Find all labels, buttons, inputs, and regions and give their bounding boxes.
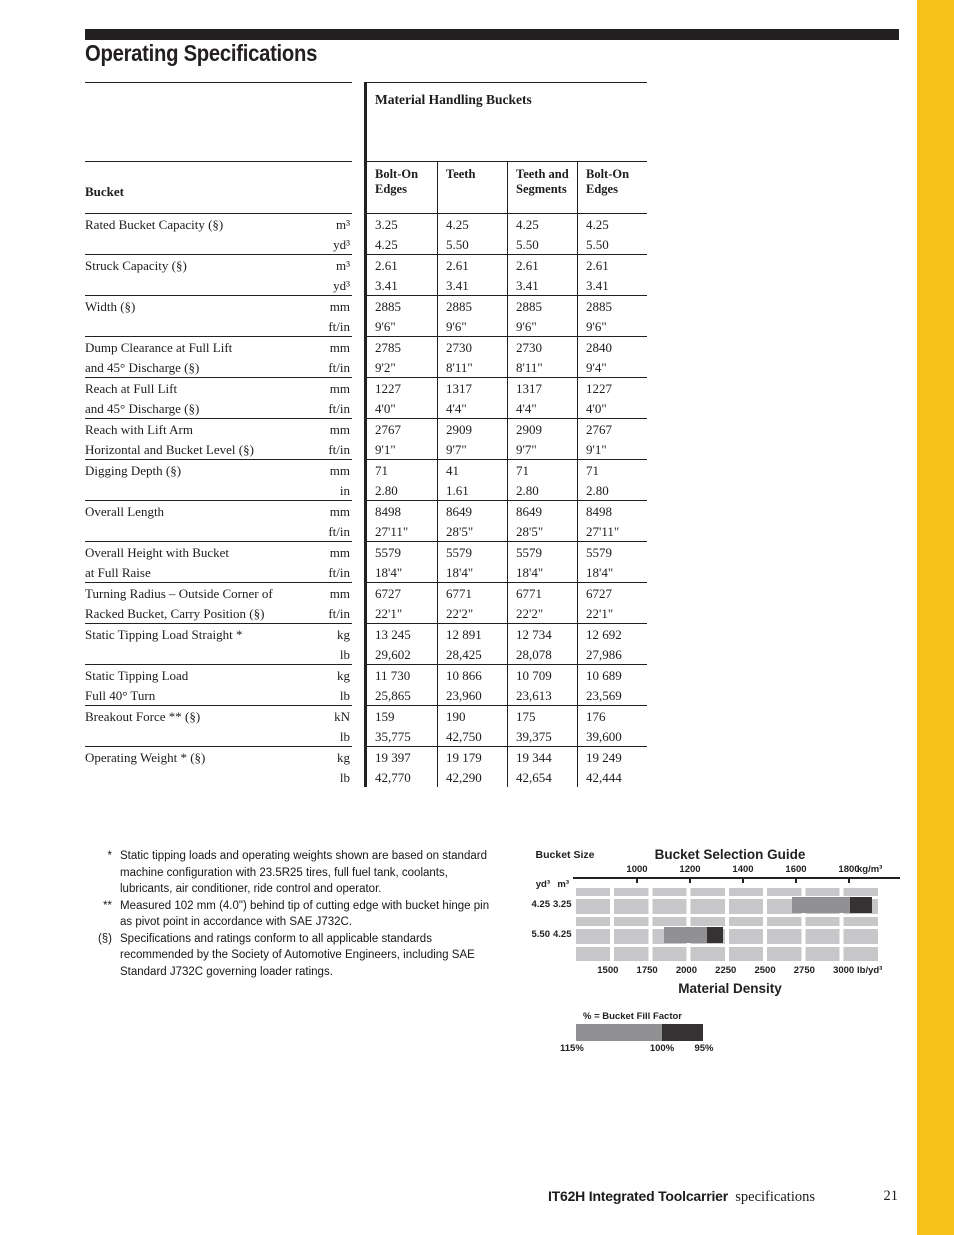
footer-model-name: IT62H Integrated Toolcarrier	[547, 1188, 729, 1204]
density-bar-fill100	[792, 897, 850, 913]
spec-value-cell: 19 397 42,770	[375, 750, 411, 785]
bottom-axis-tick-label: 2250	[715, 965, 737, 976]
spec-row	[85, 336, 647, 377]
bottom-axis-tick-label: 2000	[675, 965, 697, 976]
footnote	[86, 848, 498, 898]
column-header: Teeth and Segments	[507, 162, 577, 213]
spec-value-cell: 12 891 28,425	[437, 624, 507, 664]
top-axis-unit: kg/m³	[857, 864, 883, 875]
spec-value-cell: 1317 4'4"	[437, 378, 507, 418]
spec-label: Overall Length	[85, 504, 165, 519]
bottom-axis-tick-label: 2500	[754, 965, 776, 976]
spec-value-cell: 2.61 3.41	[577, 255, 647, 295]
footnote-marker: (§)	[97, 932, 112, 945]
density-bar-fill100	[664, 927, 708, 943]
spec-row	[85, 213, 647, 254]
spec-value-cell: 8649 28'5"	[437, 501, 507, 541]
spec-value-cell: 2885 9'6"	[577, 296, 647, 336]
spec-value-cell: 159 35,775	[375, 709, 411, 744]
top-axis-tick-label: 1600	[785, 864, 807, 875]
spec-row	[85, 459, 647, 500]
spec-row	[85, 295, 647, 336]
spec-units: m³ yd³	[333, 258, 350, 293]
legend-label: % = Bucket Fill Factor	[583, 1011, 682, 1022]
table-band-title: Material Handling Buckets	[375, 92, 532, 107]
spec-row	[85, 500, 647, 541]
spec-units: mm ft/in	[328, 422, 350, 457]
spec-value-cell: 2.61 3.41	[507, 255, 577, 295]
footnote	[86, 898, 498, 931]
spec-label: Breakout Force ** (§)	[85, 709, 201, 724]
spec-label: Overall Height with Bucket at Full Raise	[85, 545, 230, 580]
spec-row	[85, 418, 647, 459]
spec-value-cell: 1317 4'4"	[507, 378, 577, 418]
spec-units: m³ yd³	[333, 217, 350, 252]
spec-value-cell: 8649 28'5"	[507, 501, 577, 541]
spec-value-cell: 6727 22'1"	[577, 583, 647, 623]
spec-units: mm ft/in	[328, 586, 350, 621]
spec-value-cell: 10 709 23,613	[507, 665, 577, 705]
spec-label: Struck Capacity (§)	[85, 258, 187, 273]
spec-label: Reach with Lift Arm Horizontal and Bucket Level (§)	[85, 422, 254, 457]
legend-tick-100: 100%	[649, 1043, 675, 1054]
column-header: Bolt-On Edges	[577, 162, 647, 213]
density-bar-fill95	[850, 897, 871, 913]
legend-tick-95: 95%	[694, 1043, 714, 1054]
spec-value-cell: 12 734 28,078	[507, 624, 577, 664]
top-axis-tick	[636, 879, 638, 883]
spec-row	[85, 746, 647, 787]
bucket-selection-chart	[527, 845, 907, 1060]
spec-value-cell: 71 2.80	[577, 460, 647, 500]
spec-value-cell: 10 689 23,569	[577, 665, 647, 705]
bottom-axis-tick-label: 3000	[833, 965, 855, 976]
spec-row	[85, 377, 647, 418]
spec-value-cell: 190 42,750	[437, 706, 507, 746]
chart-corner-label: Bucket Size	[535, 849, 595, 861]
top-axis-tick-label: 1800	[838, 864, 860, 875]
spec-value-cell: 41 1.61	[437, 460, 507, 500]
spec-value-cell: 13 245 29,602	[375, 627, 411, 662]
spec-value-cell: 11 730 25,865	[375, 668, 411, 703]
top-axis-tick	[742, 879, 744, 883]
spec-table	[85, 82, 647, 787]
spec-label: Reach at Full Lift and 45° Discharge (§)	[85, 381, 200, 416]
spec-value-cell: 2840 9'4"	[577, 337, 647, 377]
spec-value-cell: 175 39,375	[507, 706, 577, 746]
spec-units: kg lb	[337, 750, 350, 785]
spec-units: kg lb	[337, 627, 350, 662]
bucket-size-m3: 3.25	[553, 899, 572, 910]
spec-rows	[85, 213, 647, 787]
spec-value-cell: 3.25 4.25	[375, 217, 398, 252]
spec-units: mm ft/in	[328, 340, 350, 375]
spec-value-cell: 1227 4'0"	[577, 378, 647, 418]
top-axis-tick	[795, 879, 797, 883]
bottom-axis-unit: lb/yd³	[857, 965, 883, 976]
footnotes	[86, 848, 498, 980]
spec-value-cell: 2730 8'11"	[437, 337, 507, 377]
spec-label: Rated Bucket Capacity (§)	[85, 217, 224, 232]
top-axis-tick	[848, 879, 850, 883]
bucket-size-yd3: 5.50	[531, 929, 550, 940]
footnote	[86, 931, 498, 981]
spec-value-cell: 2909 9'7"	[507, 419, 577, 459]
bottom-axis-tick-label: 1500	[597, 965, 619, 976]
spec-value-cell: 5579 18'4"	[375, 545, 403, 580]
footer	[450, 1188, 815, 1206]
spec-row	[85, 664, 647, 705]
top-axis-tick-label: 1400	[732, 864, 754, 875]
spec-value-cell: 5579 18'4"	[577, 542, 647, 582]
legend-bar-gray	[576, 1024, 662, 1041]
spec-value-cell: 176 39,600	[577, 706, 647, 746]
spec-value-cell: 2730 8'11"	[507, 337, 577, 377]
spec-label: Digging Depth (§)	[85, 463, 182, 478]
spec-value-cell: 4.25 5.50	[437, 214, 507, 254]
page-number: 21	[883, 1188, 898, 1204]
page-title: Operating Specifications	[85, 40, 318, 66]
spec-value-cell: 5579 18'4"	[437, 542, 507, 582]
footnote-marker: *	[107, 850, 112, 862]
spec-units: mm ft/in	[328, 504, 350, 539]
header-rule-bar	[85, 29, 899, 40]
row-header-bucket: Bucket	[85, 184, 124, 199]
chart-title: Bucket Selection Guide	[654, 847, 806, 862]
spec-value-cell: 2885 9'6"	[437, 296, 507, 336]
spec-value-cell: 6771 22'2"	[437, 583, 507, 623]
spec-row	[85, 582, 647, 623]
spec-units: mm ft/in	[328, 299, 350, 334]
spec-value-cell: 10 866 23,960	[437, 665, 507, 705]
spec-units: mm ft/in	[328, 381, 350, 416]
spec-label: Width (§)	[85, 299, 136, 314]
spec-label: Static Tipping Load Full 40° Turn	[85, 668, 189, 703]
spec-row	[85, 254, 647, 295]
spec-value-cell: 5579 18'4"	[507, 542, 577, 582]
footnote-text: Static tipping loads and operating weights shown are based on standard machine configuration with 23.5R25 tires, full fuel tank, coolants, lubricants, air conditioner, ride control and operator.	[120, 850, 487, 895]
spec-value-cell: 2.61 3.41	[437, 255, 507, 295]
bucket-size-yd3: 4.25	[531, 899, 550, 910]
spec-label: Turning Radius – Outside Corner of Racked Bucket, Carry Position (§)	[85, 586, 273, 621]
spec-units: mm in	[329, 463, 350, 498]
accent-sidebar	[917, 0, 954, 1235]
top-axis-line	[573, 877, 900, 879]
spec-value-cell: 6727 22'1"	[375, 586, 403, 621]
spec-units: kg lb	[337, 668, 350, 703]
footnote-text: Specifications and ratings conform to all applicable standards recommended by the Society of Automotive Engineers, including SAE Standard J732C governing loader ratings.	[120, 932, 475, 978]
chart-x-label: Material Density	[678, 981, 782, 996]
spec-value-cell: 19 179 42,290	[437, 747, 507, 787]
column-header: Teeth	[437, 162, 507, 213]
spec-units: kN lb	[334, 709, 350, 744]
spec-value-cell: 1227 4'0"	[375, 381, 401, 416]
legend-tick-115: 115%	[560, 1043, 584, 1054]
spec-units: mm ft/in	[328, 545, 350, 580]
footnote-marker: **	[103, 899, 112, 912]
spec-value-cell: 2885 9'6"	[375, 299, 401, 334]
spec-row	[85, 541, 647, 582]
bottom-axis-tick-label: 2750	[793, 965, 815, 976]
column-headers	[364, 161, 647, 213]
spec-value-cell: 8498 27'11"	[577, 501, 647, 541]
spec-row	[85, 623, 647, 664]
table-band-row	[85, 82, 647, 161]
spec-value-cell: 19 249 42,444	[577, 747, 647, 787]
spec-value-cell: 19 344 42,654	[507, 747, 577, 787]
spec-value-cell: 2.61 3.41	[375, 258, 398, 293]
size-column-header-yd: yd³	[535, 879, 550, 890]
spec-value-cell: 2767 9'1"	[577, 419, 647, 459]
spec-label: Operating Weight * (§)	[85, 750, 206, 765]
bucket-size-m3: 4.25	[553, 929, 572, 940]
bottom-axis-tick-label: 1750	[636, 965, 658, 976]
top-axis-tick	[689, 879, 691, 883]
spec-value-cell: 4.25 5.50	[507, 214, 577, 254]
spec-value-cell: 2885 9'6"	[507, 296, 577, 336]
spec-value-cell: 8498 27'11"	[375, 504, 409, 539]
table-header-row	[85, 161, 647, 213]
spec-value-cell: 2767 9'1"	[375, 422, 401, 457]
table-band-left-spacer	[85, 82, 352, 161]
top-axis-tick-label: 1000	[626, 864, 648, 875]
legend-bar-dark	[662, 1024, 703, 1041]
spec-value-cell: 2909 9'7"	[437, 419, 507, 459]
spec-row	[85, 705, 647, 746]
top-axis-tick-label: 1200	[679, 864, 701, 875]
spec-value-cell: 4.25 5.50	[577, 214, 647, 254]
footer-section-name: specifications	[735, 1189, 815, 1205]
spec-value-cell: 71 2.80	[375, 463, 398, 498]
spec-value-cell: 6771 22'2"	[507, 583, 577, 623]
spec-value-cell: 71 2.80	[507, 460, 577, 500]
spec-label: Dump Clearance at Full Lift and 45° Discharge (§)	[85, 340, 233, 375]
spec-value-cell: 12 692 27,986	[577, 624, 647, 664]
spec-value-cell: 2785 9'2"	[375, 340, 401, 375]
footnote-text: Measured 102 mm (4.0") behind tip of cutting edge with bucket hinge pin as pivot point in accordance with SAE J732C.	[120, 899, 490, 928]
size-column-header-m: m³	[557, 879, 569, 890]
spec-label: Static Tipping Load Straight *	[85, 627, 243, 642]
column-header: Bolt-On Edges	[375, 167, 419, 196]
density-bar-fill95	[707, 927, 723, 943]
